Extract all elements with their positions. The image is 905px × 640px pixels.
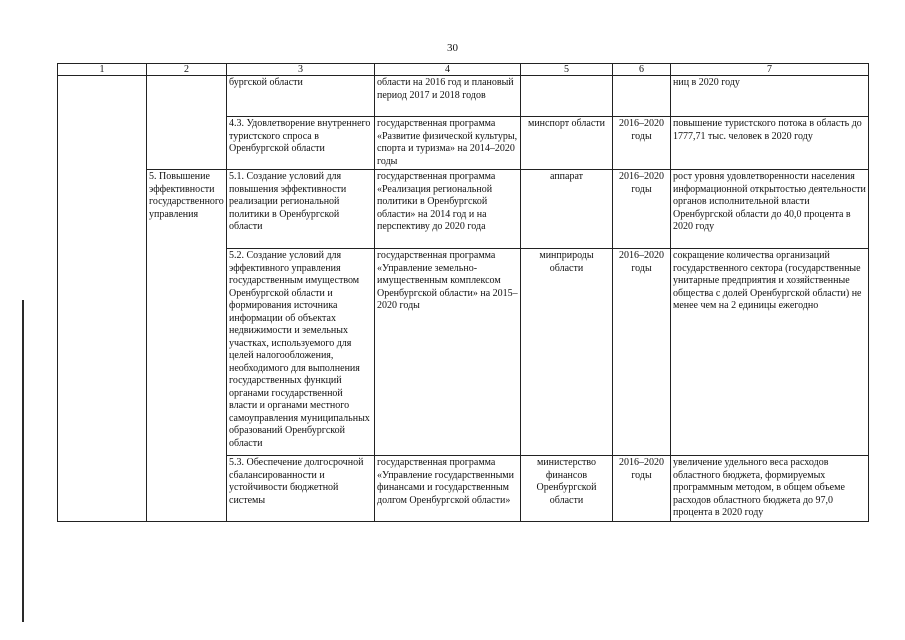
- scan-margin-line: [22, 300, 24, 622]
- goal-cell: 5. Повышение эффективности государственного управления: [147, 170, 227, 522]
- executor-cell: аппарат: [521, 170, 613, 249]
- executor-cell: министерство финансов Оренбургской области: [521, 456, 613, 522]
- period-cell: 2016–2020 годы: [613, 170, 671, 249]
- column-header-5: 5: [521, 64, 613, 76]
- table-row: [58, 170, 869, 249]
- executor-cell: минспорт области: [521, 117, 613, 170]
- page-number: 30: [447, 42, 458, 54]
- period-cell: 2016–2020 годы: [613, 117, 671, 170]
- result-cell: увеличение удельного веса расходов областного бюджета, формируемых программным методом, в общем объеме расходов областного бюджета до 97,0 процента в 2020 году: [671, 456, 869, 522]
- result-cell: повышение туристского потока в область до 1777,71 тыс. человек в 2020 году: [671, 117, 869, 170]
- header-row: [58, 64, 869, 76]
- result-cell: сокращение количества организаций государственного сектора (государственные унитарные предприятия и хозяйственные общества с долей Оренбургской области) не менее чем на 2 единицы ежегодно: [671, 249, 869, 456]
- task-cell: 5.3. Обеспечение долгосрочной сбалансированности и устойчивости бюджетной системы: [227, 456, 375, 522]
- column-header-1: 1: [58, 64, 147, 76]
- program-cell: области на 2016 год и плановый период 2017 и 2018 годов: [375, 76, 521, 117]
- period-cell: 2016–2020 годы: [613, 249, 671, 456]
- goal-cell: [147, 76, 227, 170]
- program-cell: государственная программа «Развитие физической культуры, спорта и туризма» на 2014–2020 годы: [375, 117, 521, 170]
- task-cell: 4.3. Удовлетворение внутреннего туристского спроса в Оренбургской области: [227, 117, 375, 170]
- column-header-7: 7: [671, 64, 869, 76]
- column-header-4: 4: [375, 64, 521, 76]
- task-cell: 5.1. Создание условий для повышения эффективности реализации региональной политики в Оренбургской области: [227, 170, 375, 249]
- program-cell: государственная программа «Управление государственными финансами и государственным долгом Оренбургской области»: [375, 456, 521, 522]
- task-cell: бургской области: [227, 76, 375, 117]
- column-header-2: 2: [147, 64, 227, 76]
- result-cell: рост уровня удовлетворенности населения информационной открытостью деятельности органов исполнительной власти Оренбургской области до 40,0 процента в 2020 году: [671, 170, 869, 249]
- period-cell: 2016–2020 годы: [613, 456, 671, 522]
- program-cell: государственная программа «Реализация региональной политики в Оренбургской области» на 2014 год и на перспективу до 2020 года: [375, 170, 521, 249]
- column-header-3: 3: [227, 64, 375, 76]
- program-cell: государственная программа «Управление земельно-имущественным комплексом Оренбургской области» на 2015–2020 годы: [375, 249, 521, 456]
- result-cell: ниц в 2020 году: [671, 76, 869, 117]
- column-1-cell: [58, 76, 147, 522]
- task-cell: 5.2. Создание условий для эффективного управления государственным имуществом Оренбургской области и формирования источника информации об объектах недвижимости и земельных участках, используемого для целей налогообложения, необходимого для выполнения государственных функций органами государственной власти и органами местного самоуправления муниципальных образований Оренбургской области: [227, 249, 375, 456]
- executor-cell: минприроды области: [521, 249, 613, 456]
- period-cell: [613, 76, 671, 117]
- plan-table: [57, 63, 869, 522]
- column-header-6: 6: [613, 64, 671, 76]
- executor-cell: [521, 76, 613, 117]
- table-row: [58, 76, 869, 117]
